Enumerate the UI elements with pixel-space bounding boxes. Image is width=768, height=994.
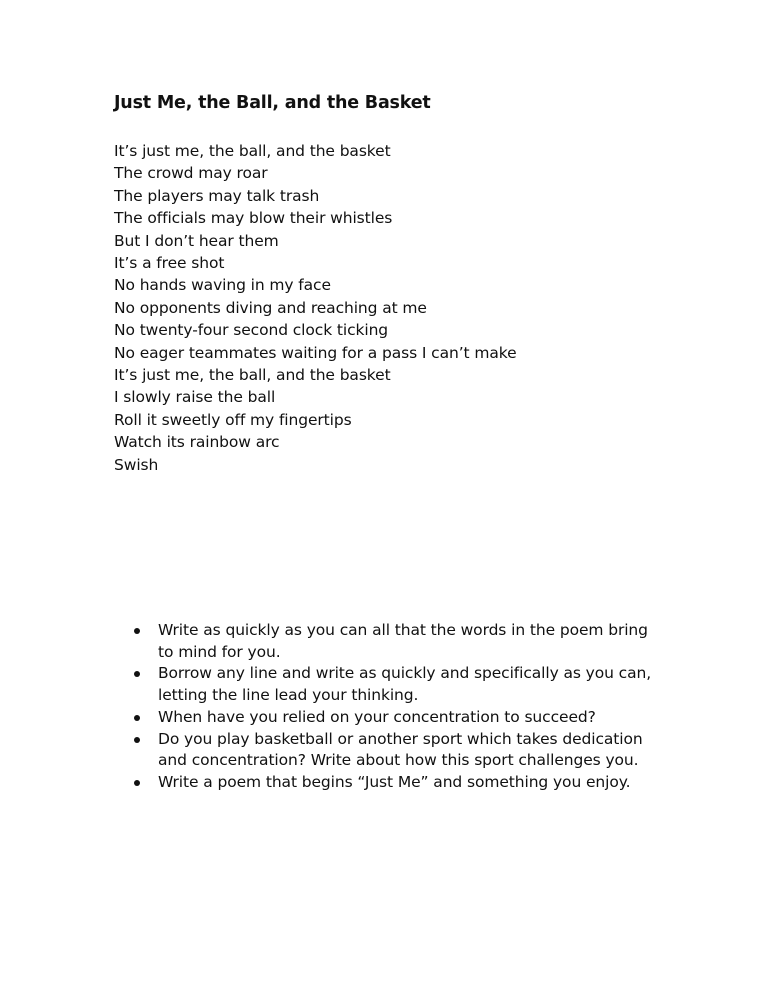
prompt-item [158, 729, 658, 772]
prompt-item [158, 663, 658, 706]
writing-prompts-list [158, 620, 658, 794]
prompt-text: When have you relied on your concentration to succeed? [158, 707, 596, 726]
poem-line: But I don’t hear them [114, 231, 279, 250]
poem-line: No opponents diving and reaching at me [114, 298, 427, 317]
bullet-icon [134, 780, 140, 786]
prompt-text: Write as quickly as you can all that the words in the poem bring to mind for you. [158, 621, 648, 661]
poem-line: No eager teammates waiting for a pass I can’t make [114, 343, 517, 362]
prompt-text: Write a poem that begins “Just Me” and something you enjoy. [158, 772, 631, 791]
poem-line: Watch its rainbow arc [114, 433, 280, 452]
poem-line: No twenty-four second clock ticking [114, 321, 389, 340]
prompt-item [158, 772, 658, 794]
poem-line: No hands waving in my face [114, 276, 331, 295]
prompt-item [158, 620, 658, 663]
poem-line: I slowly raise the ball [114, 388, 276, 407]
poem-line: It’s a free shot [114, 254, 225, 273]
poem-line: Roll it sweetly off my fingertips [114, 410, 352, 429]
prompt-text: Do you play basketball or another sport which takes dedication and concentration? Write about how this sport challenges you. [158, 729, 643, 770]
bullet-icon [134, 737, 140, 743]
poem-line: It’s just me, the ball, and the basket [114, 366, 391, 385]
bullet-icon [134, 671, 140, 677]
poem-line: It’s just me, the ball, and the basket [114, 142, 391, 160]
prompt-text: Borrow any line and write as quickly and specifically as you can, letting the line lead your thinking. [158, 664, 652, 705]
poem-line: The crowd may roar [114, 164, 268, 183]
bullet-icon [134, 628, 140, 634]
poem-line: The officials may blow their whistles [114, 209, 393, 228]
poem-title: Just Me, the Ball, and the Basket [114, 93, 431, 113]
poem-line: Swish [114, 455, 159, 474]
poem-line: The players may talk trash [114, 186, 320, 205]
prompt-item [158, 707, 658, 729]
bullet-icon [134, 715, 140, 721]
poem-body [114, 140, 517, 476]
